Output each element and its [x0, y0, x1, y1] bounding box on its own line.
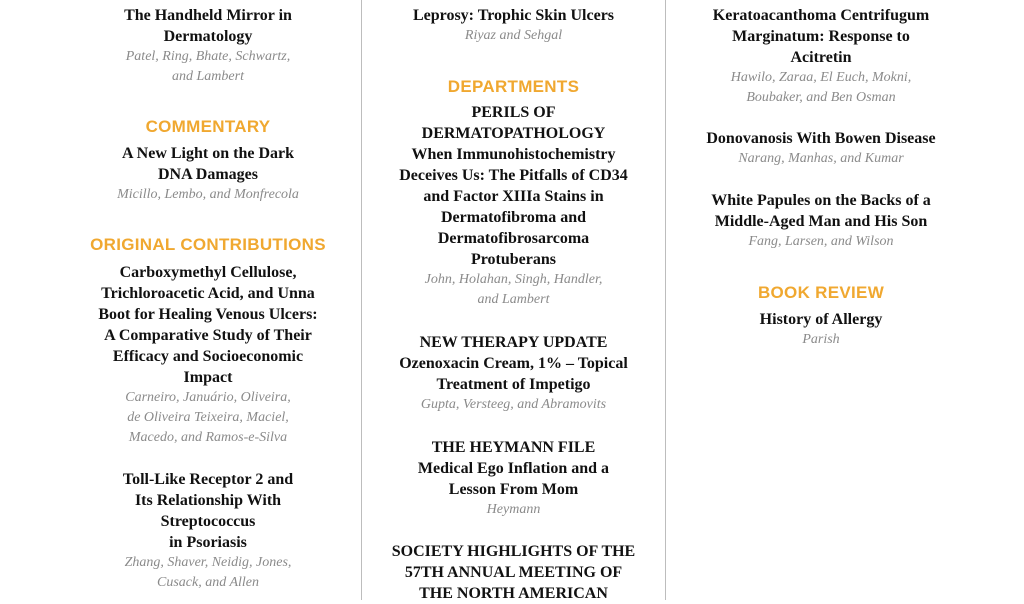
department-label: NEW THERAPY UPDATE — [419, 334, 608, 351]
article-authors: Narang, Manhas, and Kumar — [738, 151, 904, 166]
article-entry[interactable] — [362, 102, 665, 310]
article-title: History of Allergy — [759, 311, 883, 328]
article-entry[interactable] — [362, 5, 665, 46]
toc-column-middle — [362, 0, 665, 600]
article-title: Leprosy: Trophic Skin Ulcers — [412, 7, 615, 24]
article-authors: Riyaz and Sehgal — [464, 28, 563, 43]
toc-column-left — [55, 0, 361, 600]
article-entry[interactable] — [666, 128, 976, 169]
article-title: Toll-Like Receptor 2 and Its Relationship With Streptococcus in Psoriasis — [122, 471, 294, 551]
article-entry[interactable] — [362, 437, 665, 520]
article-entry[interactable] — [55, 469, 361, 593]
article-entry[interactable] — [666, 309, 976, 350]
article-entry[interactable] — [666, 190, 976, 252]
article-entry[interactable] — [55, 262, 361, 448]
article-title: A New Light on the Dark DNA Damages — [121, 145, 294, 183]
article-authors: Hawilo, Zaraa, El Euch, Mokni, Boubaker, and Ben Osman — [730, 70, 912, 105]
article-authors: Gupta, Versteeg, and Abramovits — [420, 397, 607, 412]
article-authors: Carneiro, Januário, Oliveira, de Oliveira Teixeira, Maciel, Macedo, and Ramos-e-Silva — [125, 390, 291, 445]
article-title: Keratoacanthoma Centrifugum Marginatum: Response to Acitretin — [712, 7, 930, 66]
article-entry[interactable] — [362, 332, 665, 415]
article-authors: Micillo, Lembo, and Monfrecola — [117, 187, 299, 202]
section-heading-commentary: COMMENTARY — [145, 117, 271, 136]
article-authors: Fang, Larsen, and Wilson — [748, 234, 894, 249]
article-title: Donovanosis With Bowen Disease — [706, 130, 936, 147]
section-heading-departments: DEPARTMENTS — [447, 77, 580, 96]
section-heading-original-contributions: ORIGINAL CONTRIBUTIONS — [90, 235, 326, 254]
article-entry[interactable] — [666, 5, 976, 108]
article-title: When Immunohistochemistry Deceives Us: The Pitfalls of CD34 and Factor XIIIa Stains in Dermatofibroma and Dermatofibrosarcoma Protuberans — [399, 146, 628, 268]
article-authors: Parish — [802, 332, 840, 347]
article-authors: Zhang, Shaver, Neidig, Jones, Cusack, and Allen — [124, 555, 292, 590]
department-label: THE HEYMANN FILE — [431, 439, 596, 456]
article-entry[interactable] — [362, 541, 665, 604]
article-authors: Heymann — [486, 502, 541, 517]
article-title: Ozenoxacin Cream, 1% – Topical Treatment of Impetigo — [399, 355, 628, 393]
department-label: SOCIETY HIGHLIGHTS OF THE 57TH ANNUAL MEETING OF THE NORTH AMERICAN — [391, 543, 636, 602]
toc-column-right — [666, 0, 976, 600]
department-label: PERILS OF DERMATOPATHOLOGY — [421, 104, 606, 142]
article-authors: Patel, Ring, Bhate, Schwartz, and Lambert — [125, 49, 291, 84]
article-title: Medical Ego Inflation and a Lesson From Mom — [417, 460, 610, 498]
article-entry[interactable] — [55, 5, 361, 87]
article-authors: John, Holahan, Singh, Handler, and Lambert — [424, 272, 603, 307]
article-entry[interactable] — [55, 143, 361, 205]
article-title: The Handheld Mirror in Dermatology — [124, 7, 292, 45]
article-title: White Papules on the Backs of a Middle-Aged Man and His Son — [711, 192, 931, 230]
section-heading-book-review: BOOK REVIEW — [757, 283, 885, 302]
article-title: Carboxymethyl Cellulose, Trichloroacetic Acid, and Unna Boot for Healing Venous Ulcers: A Comparative Study of Their Efficacy and Socioeconomic Impact — [98, 264, 318, 386]
